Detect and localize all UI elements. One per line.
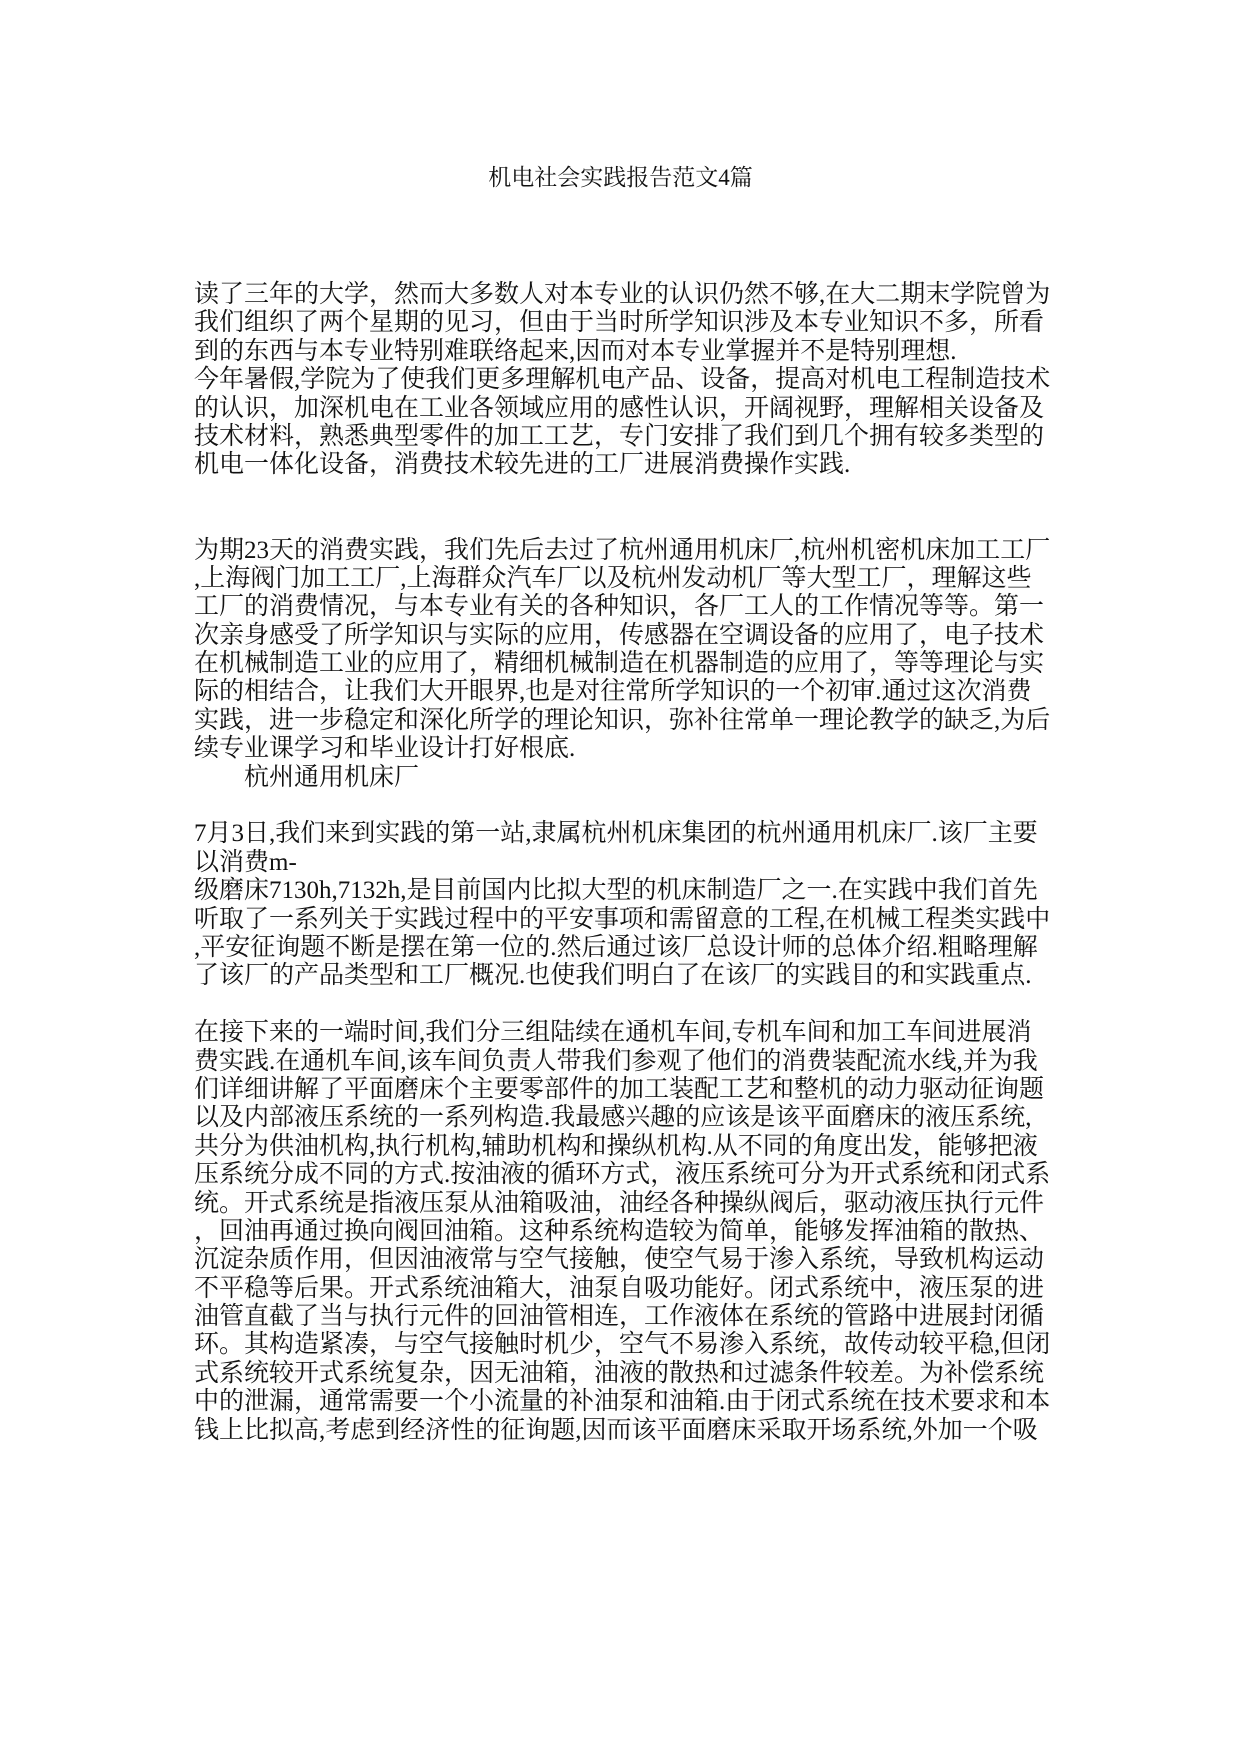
text-line: 为期23天的消费实践，我们先后去过了杭州通用机床厂,杭州机密机床加工工厂 <box>194 536 1051 564</box>
paragraph-spacer <box>194 792 1074 820</box>
text-line: ，回油再通过换向阀回油箱。这种系统构造较为简单，能够发挥油箱的散热、 <box>194 1217 1045 1245</box>
text-line: 次亲身感受了所学知识与实际的应用，传感器在空调设备的应用了，电子技术 <box>194 621 1045 649</box>
text-line: 以及内部液压系统的一系列构造.我最感兴趣的应该是该平面磨床的液压系统, <box>194 1104 1032 1132</box>
paragraph <box>194 537 1074 764</box>
paragraph <box>194 1019 1074 1445</box>
text-line: 了该厂的产品类型和工厂概况.也使我们明白了在该厂的实践目的和实践重点. <box>194 962 1032 990</box>
text-line: 们详细讲解了平面磨床个主要零部件的加工装配工艺和整机的动力驱动征询题 <box>194 1075 1045 1103</box>
text-line: 压系统分成不同的方式.按油液的循环方式，液压系统可分为开式系统和闭式系 <box>194 1161 1051 1189</box>
paragraph <box>194 281 1074 537</box>
text-line: 沉淀杂质作用，但因油液常与空气接触，使空气易于渗入系统，导致机构运动 <box>194 1246 1045 1274</box>
paragraph <box>194 820 1074 1019</box>
text-line: ,上海阀门加工工厂,上海群众汽车厂以及杭州发动机厂等大型工厂，理解这些 <box>194 564 1032 592</box>
text-line: 费实践.在通机车间,该车间负责人带我们参观了他们的消费装配流水线,并为我 <box>194 1047 1038 1075</box>
text-line: 7月3日,我们来到实践的第一站,隶属杭州机床集团的杭州通用机床厂.该厂主要 <box>194 820 1038 848</box>
section-heading: 杭州通用机床厂 <box>244 763 420 791</box>
text-line: 钱上比拟高,考虑到经济性的征询题,因而该平面磨床采取开场系统,外加一个吸 <box>194 1416 1038 1444</box>
text-line: 以消费m- <box>194 848 297 876</box>
text-line: ,平安征询题不断是摆在第一位的.然后通过该厂总设计师的总体介绍.粗略理解 <box>194 933 1038 961</box>
text-line: 在接下来的一端时间,我们分三组陆续在通机车间,专机车间和加工车间进展消 <box>194 1019 1032 1047</box>
text-line: 共分为供油机构,执行机构,辅助机构和操纵机构.从不同的角度出发，能够把液 <box>194 1132 1038 1160</box>
section-heading-block <box>194 764 1074 821</box>
text-line: 实践，进一步稳定和深化所学的理论知识，弥补往常单一理论教学的缺乏,为后 <box>194 706 1051 734</box>
text-line: 油管直截了当与执行元件的回油管相连，工作液体在系统的管路中进展封闭循 <box>194 1303 1045 1331</box>
text-line: 的认识，加深机电在工业各领域应用的感性认识，开阔视野，理解相关设备及 <box>194 394 1045 422</box>
text-line: 读了三年的大学，然而大多数人对本专业的认识仍然不够,在大二期末学院曾为 <box>194 281 1051 308</box>
text-line: 工厂的消费情况，与本专业有关的各种知识，各厂工人的工作情况等等。第一 <box>194 593 1045 621</box>
text-line: 我们组织了两个星期的见习，但由于当时所学知识涉及本专业知识不多，所看 <box>194 309 1045 337</box>
text-line: 级磨床7130h,7132h,是目前国内比拟大型的机床制造厂之一.在实践中我们首先 <box>194 877 1038 905</box>
paragraph-spacer <box>194 508 1074 536</box>
document-title: 机电社会实践报告范文4篇 <box>488 165 753 190</box>
text-line: 续专业课学习和毕业设计打好根底. <box>194 735 576 763</box>
text-line: 在机械制造工业的应用了，精细机械制造在机器制造的应用了，等等理论与实 <box>194 650 1045 678</box>
text-line: 听取了一系列关于实践过程中的平安事项和需留意的工程,在机械工程类实践中 <box>194 905 1051 933</box>
text-line: 到的东西与本专业特别难联络起来,因而对本专业掌握并不是特别理想. <box>194 337 957 365</box>
paragraph-spacer <box>194 480 1074 508</box>
text-line: 统。开式系统是指液压泵从油箱吸油，油经各种操纵阀后，驱动液压执行元件 <box>194 1189 1045 1217</box>
text-line: 际的相结合，让我们大开眼界,也是对往常所学知识的一个初审.通过这次消费 <box>194 678 1032 706</box>
text-line: 今年暑假,学院为了使我们更多理解机电产品、设备，提高对机电工程制造技术 <box>194 366 1051 394</box>
text-line: 式系统较开式系统复杂，因无油箱，油液的散热和过滤条件较差。为补偿系统 <box>194 1359 1045 1387</box>
text-line: 不平稳等后果。开式系统油箱大，油泵自吸功能好。闭式系统中，液压泵的进 <box>194 1274 1045 1302</box>
paragraph-spacer <box>194 991 1074 1019</box>
document-body <box>194 281 1074 1445</box>
text-line: 技术材料，熟悉典型零件的加工工艺，专门安排了我们到几个拥有较多类型的 <box>194 422 1045 450</box>
text-line: 中的泄漏，通常需要一个小流量的补油泵和油箱.由于闭式系统在技术要求和本 <box>194 1388 1051 1416</box>
text-line: 机电一体化设备，消费技术较先进的工厂进展消费操作实践. <box>194 451 851 479</box>
text-line: 环。其构造紧凑，与空气接触时机少，空气不易渗入系统，故传动较平稳,但闭 <box>194 1331 1051 1359</box>
